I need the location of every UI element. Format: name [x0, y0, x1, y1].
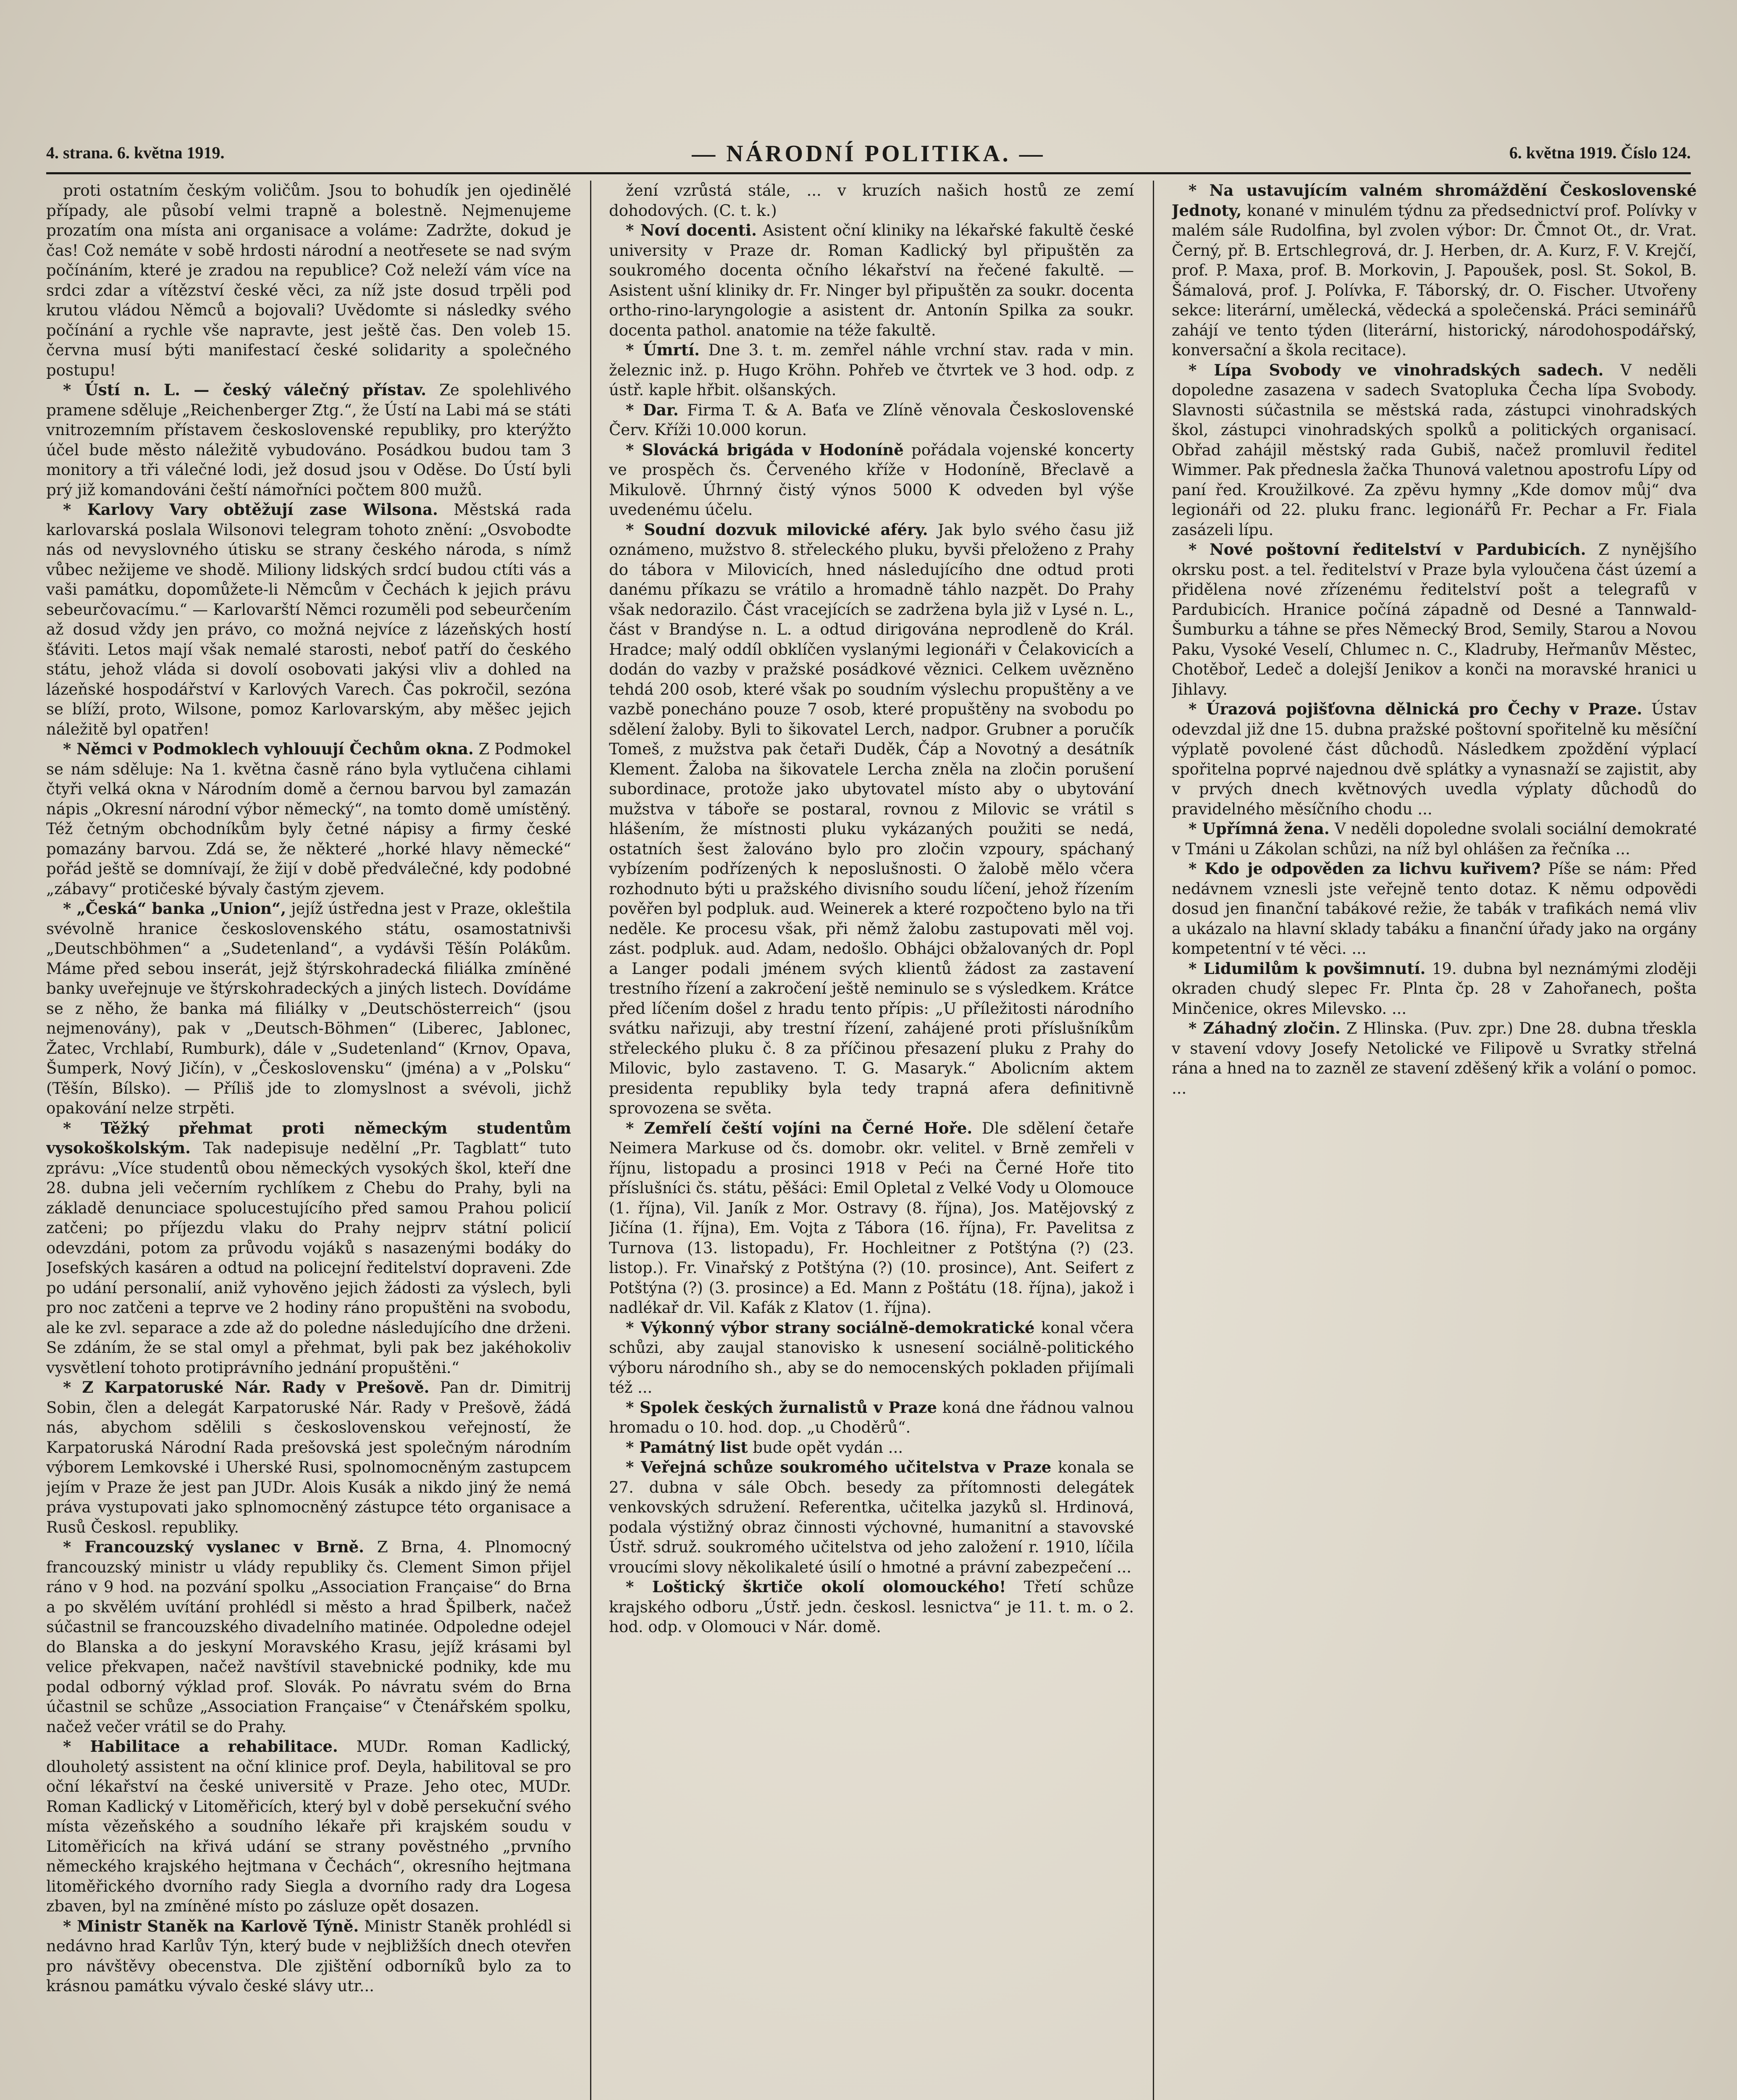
- article-paragraph: [46, 1916, 571, 1996]
- article-paragraph: [609, 1438, 1134, 1458]
- article-paragraph: [609, 520, 1134, 1118]
- article-headline: * Úrazová pojišťovna dělnická pro Čechy v Praze.: [1189, 700, 1643, 718]
- article-body: jejíž ústředna jest v Praze, okleštila svévolně hranice československého státu, osamostatnivši „Deutschböhmen“ a „Sudetenland“, a vydávši Těšín Polákům. Máme před sebou inserát, jejž štýrskohradecká filiálka zmíněné banky uveřejnuje ve štýrskohradeckých a jiných listech. Dovídáme se z něho, že banka má filiálky v „Deutschösterreich“ (jsou nejmenovány), pak v „Deutsch-Böhmen“ (Liberec, Jablonec, Žatec, Vrchlabí, Rumburk), dále v „Sudetenland“ (Krnov, Opava, Šumperk, Nový Jičín), v „Československu“ (jména) a v „Polsku“ (Těšín, Bílsko). — Příliš jde to zlomyslnost a svévoli, jichž opakování nelze strpěti.: [46, 900, 571, 1117]
- article-body: V neděli dopoledne zasazena v sadech Svatopluka Čecha lípa Svobody. Slavnosti súčastnila se městská rada, zástupci vinohradských škol, zástupci vinohradských spolků a politických organisací. Obřad zahájil městský rada Gubiš, načež promluvil ředitel Wimmer. Pak přednesla žačka Thunová valetnou apostrofu Lípy od paní řed. Kroužilkové. Za zpěvu hymny „Kde domov můj“ dva legionáři od 22. pluku franc. legionářů Fr. Pechar a Fr. Fiala zasázeli lípu.: [1172, 361, 1697, 539]
- article-headline: * Z Karpatoruské Nár. Rady v Prešově.: [63, 1378, 430, 1396]
- article-paragraph: [609, 220, 1134, 340]
- article-headline: * Soudní dozvuk milovické aféry.: [626, 520, 928, 539]
- article-headline: * Kdo je odpověden za lichvu kuřivem?: [1189, 859, 1541, 878]
- article-body: žení vzrůstá stále, ... v kruzích našich hostů ze zemí dohodových. (C. t. k.): [609, 181, 1134, 220]
- article-body: 19. dubna byl neznámými zloději okraden chudý slepec Fr. Plnta čp. 28 v Zahořanech, pošta Minčenice, okres Milevsko. ...: [1172, 959, 1697, 1018]
- article-body: Tak nadepisuje nedělní „Pr. Tagblatt“ tuto zprávu: „Více studentů obou německých vysokých škol, kteří dne 28. dubna jeli večerním rychlíkem z Chebu do Prahy, byli na základě denunciace spolucestujícího před samou Prahou policií zatčeni; po příjezdu vlaku do Prahy nejprv státní policií odevzdáni, potom za průvodu vojáků s nasazenými bodáky do Josefských kasáren a odtud na policejní ředitelství dopraveni. Zde po udání personalií, aniž vyhověno jejich žádosti za výslech, byli pro noc zatčeni a teprve ve 2 hodiny ráno propuštěni na svobodu, ale ke zvl. separace a zde až do poledne následujícího dne drženi. Se zdáním, že se stal omyl a přehmat, byli pak bez jakéhokoliv vysvětlení tohoto protiprávního jednání propuštěni.“: [46, 1139, 571, 1377]
- article-paragraph: [46, 181, 571, 380]
- article-paragraph: [1172, 819, 1697, 859]
- article-body: Dle sdělení četaře Neimera Markuse od čs. domobr. okr. velitel. v Brně zemřeli v říjnu, listopadu a prosinci 1918 v Peći na Černé Hoře tito příslušníci čs. státu, pěšáci: Emil Opletal z Velké Vody u Olomouce (1. října), Vil. Janík z Mor. Ostravy (8. října), Jos. Matějovský z Jičína (1. října), Em. Vojta z Tábora (16. října), Fr. Pavelitsa z Turnova (13. listopadu), Fr. Hochleitner z Potštýna (?) (23. listop.). Fr. Vinařský z Potštýna (?) (10. prosince), Ant. Seifert z Potštýna (?) (3. prosince) a Ed. Mann z Poštátu (18. října), jakož i nadlékař dr. Vil. Kafák z Klatov (1. října).: [609, 1119, 1134, 1317]
- header-page-date: 4. strana. 6. května 1919.: [46, 143, 225, 162]
- article-body: MUDr. Roman Kadlický, dlouholetý assistent na oční klinice prof. Deyla, habilitoval se pro oční lékařství na české universitě v Praze. Jeho otec, MUDr. Roman Kadlický v Litoměřicích, který byl v době persekuční svého místa vězeňského a soudního lékaře při krajském soudu v Litoměřicích na křivá udání se strany pověstného „prvního německého krajského hejtmana v Čechách“, okresního hejtmana litoměřického dvorního rady Siegla a dvorního rady dra Logesa zbaven, byl na zmíněné místo po zásluze opět dosazen.: [46, 1738, 571, 1915]
- article-paragraph: [1172, 699, 1697, 819]
- article-headline: * Památný list: [626, 1438, 748, 1457]
- article-body: konané v minulém týdnu za předsednictví prof. Polívky v malém sále Rudolfina, byl zvolen výbor: Dr. Čmnot Ot., dr. Vrat. Černý, př. B. Ertschlegrová, dr. J. Herben, dr. A. Kurz, F. V. Krejčí, prof. P. Maxa, prof. B. Morkovin, J. Papoušek, posl. St. Sokol, B. Šámalová, prof. J. Polívka, F. Táborský, dr. O. Fischer. Utvořeny sekce: literární, umělecká, vědecká a společenská. Práci seminářů zahájí ve tento týden (literární, historický, národohospodářský, konversační a škola recitace).: [1172, 201, 1697, 359]
- article-body: bude opět vydán ...: [748, 1438, 903, 1457]
- article-paragraph: [46, 380, 571, 500]
- article-paragraph: [1172, 859, 1697, 959]
- article-headline: * Zemřelí čeští vojíni na Černé Hoře.: [626, 1118, 973, 1137]
- article-headline: * Habilitace a rehabilitace.: [63, 1737, 338, 1756]
- article-headline: * „Česká“ banka „Union“,: [63, 899, 286, 918]
- article-paragraph: [1172, 1018, 1697, 1098]
- article-headline: * Spolek českých žurnalistů v Praze: [626, 1398, 937, 1417]
- article-body: Ministr Staněk prohlédl si nedávno hrad Karlův Týn, který bude v nejbližších dnech otevřen pro návštěvy obecenstva. Dle zjištění odborníků bylo za to krásnou památku vývalo české slávy utr...: [46, 1917, 571, 1995]
- article-body: Třetí schůze krajského odboru „Ústř. jedn. českosl. lesnictva“ je 11. t. m. o 2. hod. odp. v Olomouci v Nár. domě.: [609, 1578, 1134, 1636]
- article-headline: * Výkonný výbor strany sociálně-demokratické: [626, 1318, 1035, 1337]
- article-paragraph: [609, 340, 1134, 400]
- column-3: [1172, 181, 1697, 2100]
- article-headline: * Němci v Podmoklech vyhlouují Čechům okna.: [63, 740, 474, 758]
- article-columns: [46, 181, 1697, 2100]
- article-headline: * Slovácká brigáda v Hodoníně: [626, 440, 904, 459]
- article-headline: * Loštický škrtiče okolí olomouckého!: [626, 1578, 1006, 1596]
- column-1: [46, 181, 571, 2100]
- article-body: Asistent oční kliniky na lékařské fakultě české university v Praze dr. Roman Kadlický byl připuštěn za soukromého docenta očního lékařství na řečené fakultě. — Asistent ušní kliniky dr. Fr. Ninger byl připuštěn za soukr. docenta ortho-rino-laryngologie a asistent dr. Antonín Spilka za soukr. docenta pathol. anatomie na téže fakultě.: [609, 221, 1134, 339]
- page-header: [46, 143, 1691, 174]
- article-paragraph: [46, 1118, 571, 1378]
- article-headline: * Karlovy Vary obtěžují zase Wilsona.: [63, 500, 438, 519]
- article-body: Dne 3. t. m. zemřel náhle vrchní stav. rada v min. železnic inž. p. Hugo Kröhn. Pohřeb ve čtvrtek ve 3 hod. odp. z ústř. kaple hřbit. olšanských.: [609, 341, 1134, 399]
- column-divider: [1153, 181, 1154, 2100]
- article-paragraph: [609, 1318, 1134, 1398]
- article-body: Z nynějšího okrsku post. a tel. ředitelství v Praze byla vyloučena část území a přidělena nové zřízenému ředitelství pošt a telegrafů v Pardubicích. Hranice počíná západně od Desné a Tannwald-Šumburku a táhne se přes Německý Brod, Semily, Starou a Novou Paku, Vysoké Veselí, Chlumec n. C., Kladruby, Heřmanův Městec, Chotěboř, Ledeč a dolejší Jenikov a konči na moravské hranici u Jihlavy.: [1172, 541, 1697, 698]
- article-paragraph: [46, 500, 571, 739]
- article-body: Z Podmokel se nám sděluje: Na 1. května časně ráno byla vytlučena cihlami čtyři velká okna v Národním domě a černou barvou byl zamazán nápis „Okresní národní výbor německý“, na tomto domě umístěný. Též četným obchodníkům byly četné nápisy a firmy české pomazány barvou. Zdá se, že některé „horké hlavy německé“ pořád ještě se domnívají, že žijí v době předválečné, kdy podobné „zábavy“ protičeské bývaly častým zjevem.: [46, 740, 571, 898]
- article-headline: * Ústí n. L. — český válečný přístav.: [63, 381, 427, 399]
- article-headline: * Těžký přehmat proti německým studentům vysokoškolským.: [46, 1118, 571, 1157]
- article-body: Z Hlinska. (Puv. zpr.) Dne 28. dubna třeskla v stavení vdovy Josefy Netolické ve Filipově u Svratky střelná rána a hned na to zazněl ze stavení zděšený křik a volání o pomoc. ...: [1172, 1019, 1697, 1097]
- article-body: pořádala vojenské koncerty ve prospěch čs. Červeného kříže v Hodoníně, Břeclavě a Mikulově. Úhrnný čistý výnos 5000 K odveden byl výše uvedenému účelu.: [609, 441, 1134, 519]
- article-headline: * Úmrtí.: [626, 341, 700, 359]
- article-headline: * Na ustavujícím valném shromáždění Československé Jednoty,: [1172, 181, 1697, 220]
- article-body: koná dne řádnou valnou hromadu o 10. hod. dop. „u Choděrů“.: [609, 1398, 1134, 1436]
- column-divider: [590, 181, 591, 2100]
- article-paragraph: [609, 1457, 1134, 1577]
- article-paragraph: [609, 1118, 1134, 1318]
- article-body: Ústav odevzdal již dne 15. dubna pražské poštovní spořitelně ku měsíční výplatě povolené část důchodů. Následkem zpoždění výplací spořitelna poprvé najednou dvě splátky a vynasnaží se zajistit, aby v prvých dnech květnových uvedla výplaty důchodů do pravidelného měsíčního chodu ...: [1172, 700, 1697, 818]
- article-headline: * Ministr Staněk na Karlově Týně.: [63, 1916, 359, 1935]
- article-body: Jak bylo svého času již oznámeno, mužstvo 8. střeleckého pluku, byvši přeloženo z Prahy do tábora v Milovicích, hned následujícího dne odtud proti danému příkazu se vrátilo a hromadně táhlo nazpět. Do Prahy však nedorazilo. Část vracejících se zadržena byla již v Lysé n. L., část v Brandýse n. L. a odtud dirigována neprodleně do Král. Hradce; malý oddíl obklíčen vyslanými legionáři v Čelakovicích a dodán do vazby v pražské posádkové věznici. Celkem uvězněno tehdá 200 osob, které však po soudním výslechu propuštěny a ve vazbě ponecháno pouze 7 osob, které propuštěny na svobodu po sdělení žaloby. Byli to šikovatel Lerch, nadpor. Grubner a poručík Tomeš, z mužstva pak četaři Duděk, Čáp a Novotný a desátník Klement. Žaloba na šikovatele Lercha zněla na zločin porušení subordinace, protože jako ubytovatel místo aby o ubytování mužstva v táboře se postaral, rovnou z Milovic se vrátil s hlášením, že místnosti pluku vykázaných použiti se nedá, ostatních šest žalováno bylo pro zločin vzpoury, spáchaný vybízením podřízených k neposlušnosti. O žalobě mělo včera rozhodnuto býti u pražského divisního soudu líčení, jehož řízením pověřen byl podpluk. aud. Weinerek a které rozpočteno bylo na tři neděle. Ke procesu však, při němž žalobu zastupovati měl voj. zást. podpluk. aud. Adam, nedošlo. Obhájci obžalovaných dr. Popl a Langer podali jménem svých klientů žádost za zastavení trestního řízení a zakročení ještě neminulo se s výsledkem. Krátce před líčením došel z hradu tento přípis: „U příležitosti národního svátku nařizuji, aby trestní řízení, zahájené proti příslušníkům střeleckého pluku č. 8 za příčinou přesazení pluku z Prahy do Milovic, bylo zastaveno. T. G. Masaryk.“ Abolicním aktem presidenta republiky byla tedy trapná afera definitivně sprovozena se světa.: [609, 520, 1134, 1117]
- article-headline: * Veřejná schůze soukromého učitelstva v Praze: [626, 1458, 1052, 1476]
- header-issue-number: 6. května 1919. Číslo 124.: [1509, 143, 1691, 162]
- article-paragraph: [46, 1378, 571, 1537]
- article-paragraph: [609, 1577, 1134, 1637]
- article-paragraph: [609, 181, 1134, 220]
- article-paragraph: [46, 739, 571, 899]
- article-body: konala se 27. dubna v sále Obch. besedy za přítomnosti delegátek venkovských sdružení. Referentka, učitelka jazyků sl. Hrdinová, podala výstižný obraz činnosti výchovné, humanitní a stavovské Ústř. sdruž. soukromého učitelstva od jeho založení r. 1910, líčila vroucími slovy několikaleté úsilí o hmotné a právní zabezpečení ...: [609, 1458, 1134, 1576]
- article-headline: * Záhadný zločin.: [1189, 1019, 1341, 1037]
- article-paragraph: [1172, 959, 1697, 1019]
- article-body: konal včera schůzi, aby zaujal stanovisko k usnesení sociálně-politického výboru národního sh., aby se do nemocenských pokladen přijímali též ...: [609, 1318, 1134, 1396]
- article-paragraph: [609, 400, 1134, 440]
- article-body: Z Brna, 4. Plnomocný francouzský ministr u vlády republiky čs. Clement Simon přijel ráno v 9 hod. na pozvání spolku „Association Française“ do Brna a po skvělém uvítání prohlédl si město a hrad Špilberk, načež súčastnil se francouzského divadelního matinée. Odpoledne odejel do Blanska a do jeskyní Moravského Krasu, jejíž krásami byl velice překvapen, načež navštívil stavebnické podniky, kde mu podal odborný výklad prof. Slovák. Po návratu svém do Brna účastnil se schůze „Association Française“ v Čtenářském spolku, načež večer vrátil se do Prahy.: [46, 1538, 571, 1736]
- article-headline: * Nové poštovní ředitelství v Pardubicích.: [1189, 540, 1586, 559]
- article-paragraph: [1172, 181, 1697, 360]
- article-body: Městská rada karlovarská poslala Wilsonovi telegram tohoto znění: „Osvobodte nás od nevyslovného útisku se strany českého národa, s nímž vůbec nežijeme ve shodě. Miliony lidských srdcí budou ctíti vás a vaši památku, dopomůžete-li Němcům v Čechách k jejich právu sebeurčovacímu.“ — Karlovarští Němci rozuměli pod sebeurčením až dosud vždy jen právo, co možná nejvíce z lázeňských hostí šťáviti. Letos mají však nemalé starosti, neboť patří do českého státu, jehož vláda si dovolí osobovati jakýsi vliv a dohled na lázeňské hospodářství v Karlových Varech. Čas pokročil, sezóna se blíží, proto, Wilsone, pomoz Karlovarským, aby měšec jejich náležitě byl opatřen!: [46, 501, 571, 738]
- column-2: [609, 181, 1134, 2100]
- article-paragraph: [609, 1398, 1134, 1438]
- article-headline: * Lípa Svobody ve vinohradských sadech.: [1189, 360, 1604, 379]
- article-body: Píše se nám: Před nedávnem vznesli jste veřejně tento dotaz. K němu odpovědi dosud jen finanční tabákové režie, že tabák v trafikách nemá vliv a ukázalo na hlavní sklady tabáku a finanční úřady jako na orgány kompetentní v té věci. ...: [1172, 860, 1697, 958]
- article-headline: * Dar.: [626, 400, 679, 419]
- article-headline: * Francouzský vyslanec v Brně.: [63, 1538, 365, 1556]
- article-body: Pan dr. Dimitrij Sobin, člen a delegát Karpatoruské Nár. Rady v Prešově, žádá nás, abychom sdělili s československou veřejností, že Karpatoruská Národní Rada prešovská jest společným národním výborem Lemkovské i Uherské Rusi, spolnomocněným zastupcem jejím v Praze že jest pan JUDr. Alois Kusák a nikdo jiný že nemá práva vystupovati jako splnomocněný zástupce této organisace a Rusů Českosl. republiky.: [46, 1378, 571, 1536]
- article-paragraph: [1172, 360, 1697, 540]
- masthead-title: — NÁRODNÍ POLITIKA. —: [692, 141, 1045, 167]
- article-paragraph: [46, 1737, 571, 1916]
- article-headline: * Noví docenti.: [626, 221, 757, 239]
- article-body: proti ostatním českým voličům. Jsou to bohudík jen ojedinělé případy, ale působí velmi trapně a bolestně. Nejmenujeme prozatím ona místa ani organisace a voláme: Zadržte, dokud je čas! Což nemáte v sobě hrdosti národní a neotřesete se nad svým počínáním, které je zradou na republice? Což neleží vám více na srdci zdar a vítězství české věci, za níž jste dosud trpěli pod krutou vládou Němců a bojovali? Uvědomte si následky svého počínání a rychle vše napravte, jest ještě čas. Den voleb 15. června musí býti manifestací české solidarity a společného postupu!: [46, 181, 571, 379]
- article-headline: * Upřímná žena.: [1189, 819, 1330, 838]
- article-headline: * Lidumilům k povšimnutí.: [1189, 959, 1426, 978]
- article-body: Firma T. & A. Baťa ve Zlíně věnovala Československé Červ. Kříži 10.000 korun.: [609, 401, 1134, 439]
- article-paragraph: [46, 1537, 571, 1737]
- article-paragraph: [46, 899, 571, 1118]
- article-body: Ze spolehlivého pramene sděluje „Reichenberger Ztg.“, že Ústí na Labi má se státi vnitrozemním přístavem československé republiky, pro kterýžto účel bude město náležitě vybudováno. Posádkou budou tam 3 monitory a tři válečné lodi, jež dosud jsou v Oděse. Do Ústí byli prý již komandováni čeští námořníci počtem 800 mužů.: [46, 381, 571, 499]
- article-body: V neděli dopoledne svolali sociální demokraté v Tmáni u Zákolan schůzi, na níž byl ohlášen za řečníka ...: [1172, 820, 1697, 858]
- article-paragraph: [609, 440, 1134, 520]
- article-paragraph: [1172, 540, 1697, 699]
